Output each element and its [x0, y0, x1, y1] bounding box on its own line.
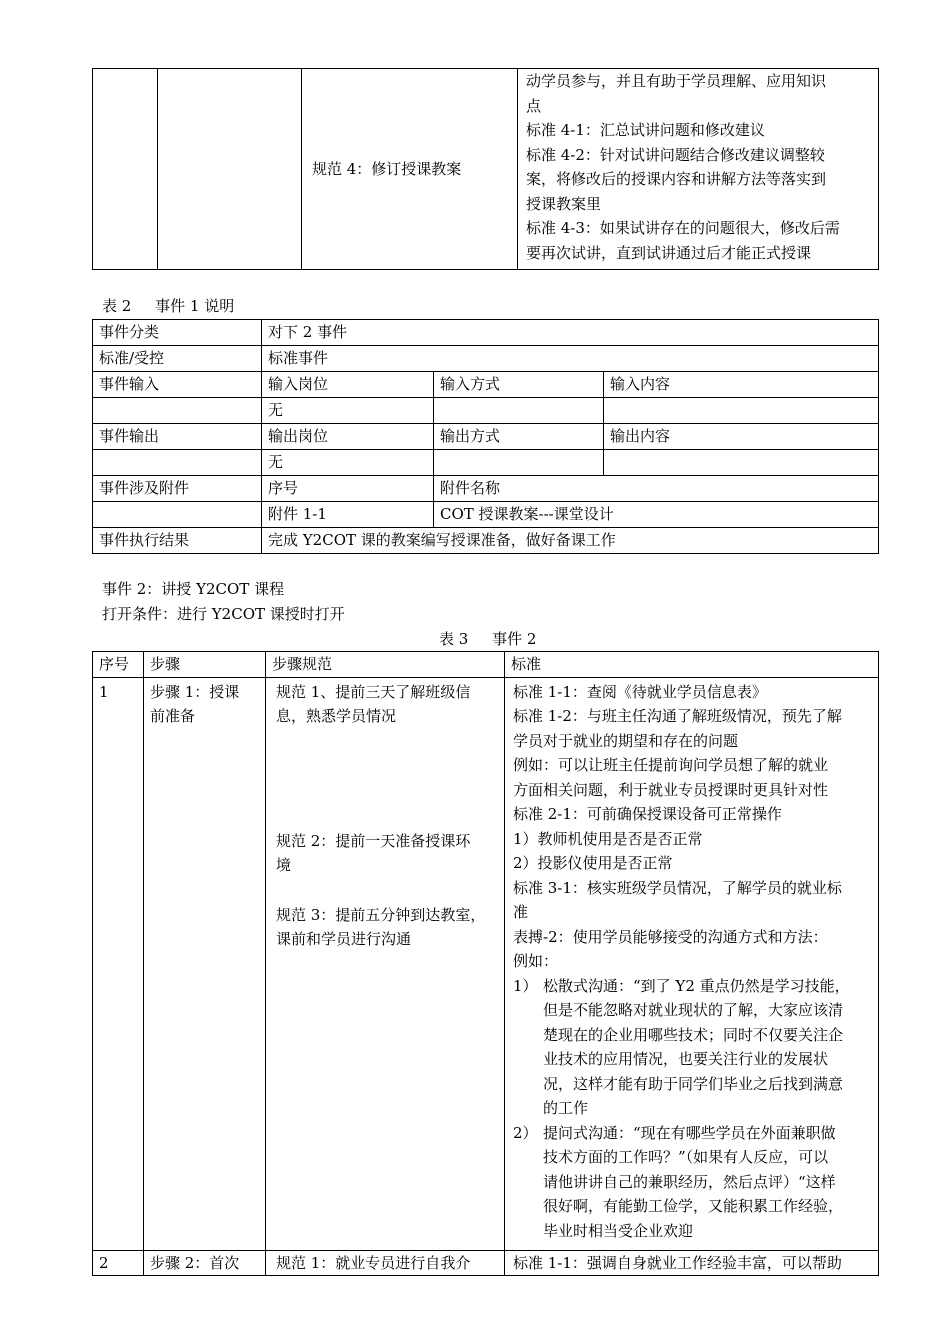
table-row	[93, 69, 879, 270]
standard-line: 标准 2-1：可前确保授课设备可正常操作	[513, 805, 782, 823]
table2-caption: 表 2 事件 1 说明	[102, 297, 235, 315]
spec-line: 息，熟悉学员情况	[276, 707, 397, 725]
standard-line: 标准 4-1：汇总试讲问题和修改建议	[526, 121, 765, 139]
list-item-line: 况，这样才能有助于同学们毕业之后找到满意	[543, 1074, 844, 1093]
list-item-line: 很好啊，有能勤工俭学，又能积累工作经验，	[543, 1197, 844, 1215]
list-item-line: 的工作	[543, 1099, 589, 1117]
column-header: 步骤	[144, 652, 266, 678]
table-cell: 无	[262, 398, 434, 424]
standard-line: 点	[526, 96, 542, 115]
standard-line: 1）教师机使用是否是否正常	[513, 829, 703, 848]
standard-line: 例如：可以让班主任提前询问学员想了解的就业	[513, 756, 829, 774]
table-row	[93, 476, 879, 502]
list-item-line: 楚现在的企业用哪些技术；同时不仅要关注企	[543, 1025, 844, 1044]
column-header: 序号	[93, 652, 144, 678]
table-row	[93, 1250, 879, 1276]
row-label: 事件输出	[93, 424, 262, 450]
column-header: 附件名称	[434, 476, 879, 502]
table-row	[93, 320, 879, 346]
list-item-line: 业技术的应用情况，也要关注行业的发展状	[543, 1050, 829, 1068]
column-header: 输出方式	[434, 424, 604, 450]
spec-line: 规范 2：提前一天准备授课环	[276, 831, 471, 850]
step-line: 步骤 1：授课	[150, 682, 240, 701]
table-row	[93, 346, 879, 372]
list-item-line: 毕业时相当受企业欢迎	[543, 1221, 694, 1240]
standard-line: 准	[513, 903, 529, 921]
table-cell	[93, 69, 158, 270]
table-cell	[158, 69, 302, 270]
table-cell: 附件 1-1	[262, 502, 434, 528]
table-row	[93, 502, 879, 528]
list-item-line: 松散式沟通：“到了 Y2 重点仍然是学习技能，	[543, 976, 850, 995]
row-number: 1	[93, 677, 144, 1250]
standard-line: 标准 3-1：核实班级学员情况，了解学员的就业标	[513, 878, 842, 897]
step-line: 前准备	[150, 707, 196, 725]
step-cell: 步骤 2：首次	[144, 1250, 266, 1276]
table-cell	[434, 450, 604, 476]
row-label: 事件输入	[93, 372, 262, 398]
table-row	[93, 677, 879, 1250]
row-value: 对下 2 事件	[262, 320, 879, 346]
table-cell: COT 授课教案---课堂设计	[434, 502, 879, 528]
column-header: 输出内容	[604, 424, 879, 450]
standard-line: 标准 1-1：查阅《待就业学员信息表》	[513, 682, 767, 701]
list-item-line: 请他讲讲自己的兼职经历，然后点评）“这样	[543, 1172, 836, 1191]
table-cell	[93, 398, 262, 424]
standard-cell: 标准 1-1：强调自身就业工作经验丰富，可以帮助	[505, 1250, 879, 1276]
list-item-number: 1）	[513, 976, 538, 995]
standard-cell	[505, 677, 879, 1250]
spec-line: 规范 3：提前五分钟到达教室，	[276, 905, 486, 924]
standard-line: 要再次试讲，直到试讲通过后才能正式授课	[526, 243, 812, 262]
list-item	[513, 974, 872, 1121]
standard-line: 例如：	[513, 952, 559, 970]
column-header: 输出岗位	[262, 424, 434, 450]
row-label: 事件分类	[93, 320, 262, 346]
standard-line: 标准 4-2：针对试讲问题结合修改建议调整较	[526, 145, 825, 164]
column-header: 步骤规范	[266, 652, 505, 678]
standard-line: 动学员参与，并且有助于学员理解、应用知识	[526, 72, 827, 90]
table-cell	[434, 398, 604, 424]
table-cell: 无	[262, 450, 434, 476]
table-cell	[302, 69, 518, 270]
list-item-line: 提问式沟通：“现在有哪些学员在外面兼职做	[543, 1123, 836, 1142]
spec-cell: 规范 1：就业专员进行自我介	[266, 1250, 505, 1276]
column-header: 输入内容	[604, 372, 879, 398]
spec-line: 规范 1、提前三天了解班级信	[276, 682, 471, 701]
spec-4-text: 规范 4：修订授课教案	[312, 159, 462, 178]
standard-line: 方面相关问题，利于就业专员授课时更具针对性	[513, 780, 829, 799]
table2	[92, 319, 879, 554]
table-cell	[604, 450, 879, 476]
list-item	[513, 1121, 872, 1244]
standard-line: 案，将修改后的授课内容和讲解方法等落实到	[526, 170, 827, 188]
spec-line: 境	[276, 856, 292, 874]
spec-cell	[266, 677, 505, 1250]
table-cell	[93, 450, 262, 476]
column-header: 输入岗位	[262, 372, 434, 398]
list-item-line: 技术方面的工作吗？”（如果有人反应，可以	[543, 1148, 829, 1166]
column-header: 序号	[262, 476, 434, 502]
spec-line: 课前和学员进行沟通	[276, 930, 412, 948]
table-row	[93, 398, 879, 424]
step-cell	[144, 677, 266, 1250]
table3-caption: 表 3 事件 2	[439, 630, 537, 648]
standard-line: 表搏-2：使用学员能够接受的沟通方式和方法：	[513, 927, 828, 946]
standard-cell	[518, 69, 879, 270]
table-row	[93, 528, 879, 554]
standard-line: 授课教案里	[526, 194, 602, 213]
standard-line: 2）投影仪使用是否正常	[513, 854, 673, 872]
table-cell	[93, 502, 262, 528]
list-item-number: 2）	[513, 1123, 538, 1142]
row-label: 事件涉及附件	[93, 476, 262, 502]
standard-line: 标准 4-3：如果试讲存在的问题很大，修改后需	[526, 219, 840, 237]
row-number: 2	[93, 1250, 144, 1276]
table-row	[93, 450, 879, 476]
event2-title: 事件 2：讲授 Y2COT 课程	[102, 580, 285, 598]
row-label: 事件执行结果	[93, 528, 262, 554]
table-header-row	[93, 652, 879, 678]
column-header: 标准	[505, 652, 879, 678]
row-label: 标准/受控	[93, 346, 262, 372]
table-row	[93, 424, 879, 450]
standard-line: 学员对于就业的期望和存在的问题	[513, 731, 739, 750]
standard-line: 标准 1-2：与班主任沟通了解班级情况，预先了解	[513, 707, 842, 725]
table-cell	[604, 398, 879, 424]
table3	[92, 651, 879, 1276]
row-value: 完成 Y2COT 课的教案编写授课准备，做好备课工作	[262, 528, 879, 554]
table-row	[93, 372, 879, 398]
list-item-line: 但是不能忽略对就业现状的了解，大家应该清	[543, 1001, 844, 1019]
event2-open-condition: 打开条件：进行 Y2COT 课授时打开	[102, 605, 345, 623]
row-value: 标准事件	[262, 346, 879, 372]
column-header: 输入方式	[434, 372, 604, 398]
table1-continuation	[92, 68, 879, 270]
